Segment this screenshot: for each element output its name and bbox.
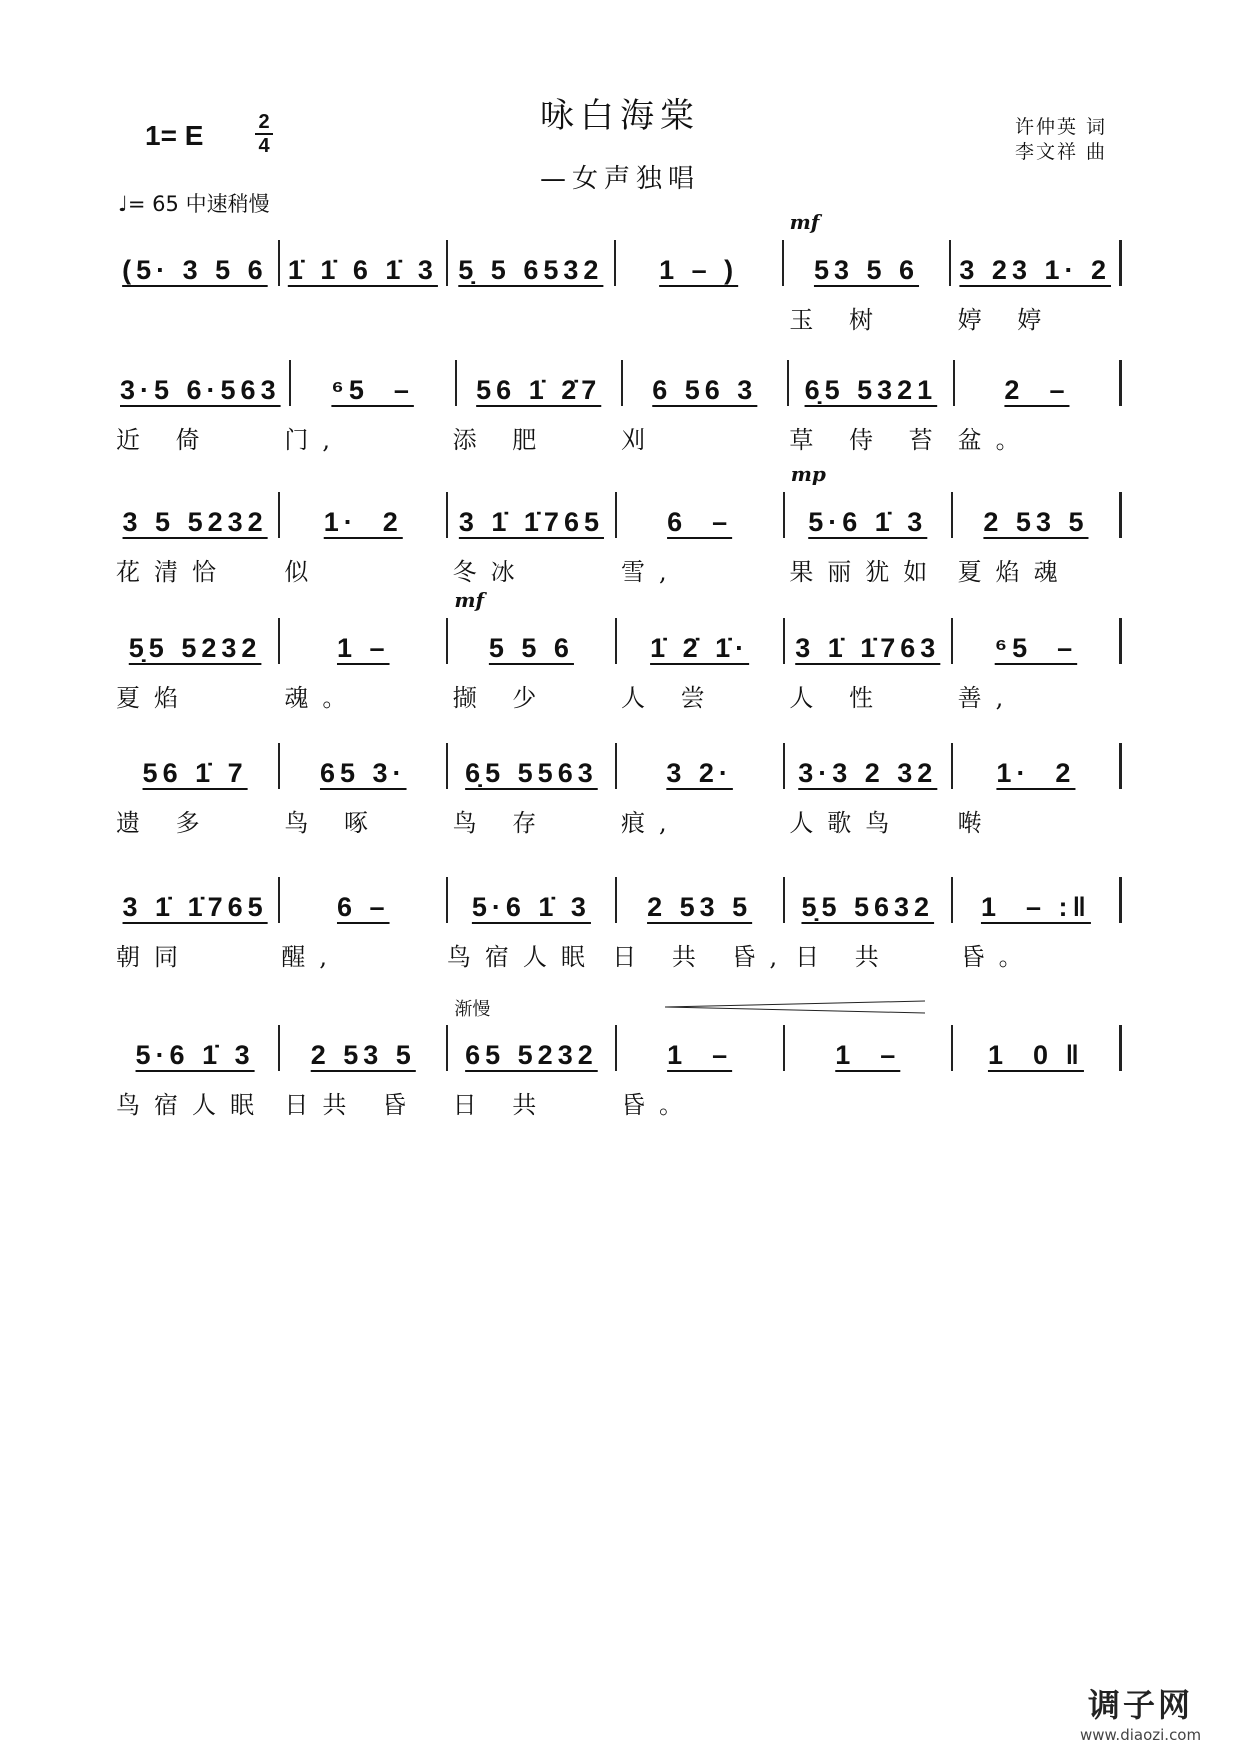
- decrescendo-hairpin: [665, 1000, 925, 1014]
- measure-notes: 65 3·: [319, 758, 407, 788]
- measure: [953, 743, 1122, 789]
- watermark-url: www.diaozi.com: [1080, 1726, 1202, 1744]
- time-top: 2: [258, 111, 270, 133]
- measure: [951, 240, 1122, 286]
- dynamic-marking: mf: [454, 588, 485, 612]
- measure-notes: 3 1̇ 1̇763: [795, 633, 941, 663]
- lyric-text: 婷 婷: [957, 306, 1056, 334]
- lyric-text: 醒,: [281, 943, 342, 971]
- lyrics-row: [112, 552, 1122, 587]
- measure-notes: 1̇ 2̇ 1̇·: [650, 633, 750, 663]
- lyricist-credit: 许仲英 词: [1015, 116, 1108, 138]
- lyric-text: [785, 1085, 953, 1120]
- lyrics-row: [112, 1085, 1122, 1120]
- measure-notes: 1 –: [667, 1040, 733, 1070]
- lyric-text: 善,: [957, 684, 1018, 712]
- measure: [112, 743, 280, 789]
- measure: [448, 877, 616, 923]
- measure: [617, 618, 785, 664]
- measure-notes: 2 –: [1004, 375, 1070, 405]
- measure: [291, 360, 457, 406]
- measure: [457, 360, 623, 406]
- measure: [785, 743, 953, 789]
- measure-row: [112, 588, 1122, 664]
- measure: [448, 743, 616, 789]
- score-line: [112, 210, 1122, 335]
- measure: [280, 492, 448, 538]
- measure-notes: 3 1̇ 1̇765: [458, 507, 604, 537]
- measure: [280, 1025, 448, 1071]
- measure: [112, 877, 280, 923]
- measure-notes: 5·6 1̇ 3: [471, 892, 591, 922]
- lyric-text: 花清恰: [116, 558, 230, 586]
- time-signature: [255, 112, 273, 156]
- lyric-text: 日 共: [795, 943, 893, 971]
- measure-notes: 6̣5 5321: [804, 375, 938, 405]
- lyric-text: 昏。: [960, 943, 1037, 971]
- measure-notes: 56 1̇ 7: [142, 758, 248, 788]
- measure-notes: 1 0 ‖: [987, 1040, 1084, 1070]
- lyric-text: 昏。: [620, 1091, 697, 1119]
- measure: [112, 618, 280, 664]
- tempo-marking: ♩= 65 中速稍慢: [118, 192, 270, 216]
- measure: [448, 492, 616, 538]
- measure-notes: 3 5 5232: [122, 507, 268, 537]
- measure-notes: 3 2·: [666, 758, 733, 788]
- measure: [112, 360, 291, 406]
- measure-notes: 5̣5 5632: [801, 892, 935, 922]
- measure: [623, 360, 789, 406]
- measure: [784, 210, 952, 286]
- measure-notes: (5· 3 5 6: [122, 255, 268, 285]
- lyric-text: 夏焰魂: [957, 558, 1072, 586]
- measure-row: [112, 360, 1122, 406]
- time-bottom: 4: [258, 135, 270, 157]
- key-signature: 1= E: [145, 120, 204, 151]
- lyric-text: 鸟宿人眠: [446, 943, 599, 971]
- measure: [280, 877, 448, 923]
- measure: [112, 240, 280, 286]
- measure: [789, 360, 955, 406]
- measure-notes: 3·5 6·563: [120, 375, 281, 405]
- lyric-text: 玉 树: [789, 306, 887, 334]
- lyric-text: [617, 300, 785, 335]
- dynamic-marking: mp: [790, 462, 826, 486]
- measure: [955, 360, 1122, 406]
- measure-notes: 3 23 1· 2: [959, 255, 1111, 285]
- dynamic-marking: 渐慢: [454, 999, 491, 1020]
- lyric-text: 魂。: [284, 684, 361, 712]
- measure-notes: 56 1̇ 2̇7: [476, 375, 602, 405]
- measure-notes: 3·3 2 32: [798, 758, 938, 788]
- measure: [616, 240, 784, 286]
- score-line: [112, 360, 1122, 455]
- lyric-text: 冬冰: [452, 558, 529, 586]
- measure: [448, 588, 616, 664]
- measure-row: [112, 462, 1122, 538]
- measure-notes: 5̣5 5232: [128, 633, 262, 663]
- measure: [785, 1025, 953, 1071]
- measure: [280, 240, 448, 286]
- lyric-text: 刈: [620, 426, 659, 454]
- lyric-text: 近 倚: [116, 426, 214, 454]
- lyric-text: 雪,: [620, 558, 681, 586]
- measure: [953, 877, 1122, 923]
- measure-notes: ⁶5 –: [994, 633, 1078, 663]
- lyric-text: 鸟宿人眠: [116, 1091, 268, 1119]
- measure: [953, 1025, 1122, 1071]
- measure-notes: 6 –: [336, 892, 390, 922]
- score-line: [112, 462, 1122, 587]
- lyric-text: 日共 昏: [284, 1091, 420, 1119]
- measure-notes: 2 53 5: [310, 1040, 416, 1070]
- measure-notes: 1 –: [336, 633, 390, 663]
- score-line: [112, 999, 1122, 1120]
- lyric-text: [280, 300, 448, 335]
- lyric-text: 添 肥: [452, 426, 551, 454]
- lyric-text: 遗 多: [116, 809, 214, 837]
- measure-notes: 1· 2: [323, 507, 403, 537]
- measure-notes: 6 56 3: [652, 375, 758, 405]
- lyric-text: 鸟 啄: [284, 809, 382, 837]
- measure-notes: 1 – :‖: [980, 892, 1091, 922]
- measure-row: [112, 999, 1122, 1071]
- score-line: [112, 877, 1122, 972]
- measure-notes: 5̣ 5 6532: [458, 255, 604, 285]
- lyric-text: 人 性: [789, 684, 887, 712]
- measure-notes: 1· 2: [996, 758, 1076, 788]
- measure-notes: 6 –: [667, 507, 733, 537]
- lyrics-row: [112, 420, 1122, 455]
- lyric-text: 门,: [284, 426, 344, 454]
- measure: [280, 618, 448, 664]
- measure: [280, 743, 448, 789]
- measure: [617, 1025, 785, 1071]
- lyric-text: 人歌鸟: [789, 809, 904, 837]
- lyric-text: 朝同: [116, 943, 192, 971]
- measure-notes: 1̇ 1̇ 6 1̇ 3: [287, 255, 438, 285]
- composer-credit: 李文祥 曲: [1015, 141, 1108, 163]
- lyric-text: 盆。: [957, 426, 1034, 454]
- measure-notes: 5 5 6: [488, 633, 574, 663]
- measure-notes: 53 5 6: [813, 255, 920, 285]
- lyric-text: [449, 300, 617, 335]
- lyric-text: 痕,: [620, 809, 681, 837]
- measure-notes: 1 –: [835, 1040, 901, 1070]
- measure: [785, 618, 953, 664]
- measure: [953, 492, 1122, 538]
- watermark-name: 调子网: [1088, 1686, 1194, 1724]
- measure-notes: 2 53 5: [647, 892, 753, 922]
- lyric-text: [954, 1085, 1122, 1120]
- lyric-text: 似: [284, 558, 323, 586]
- measure: [448, 999, 616, 1071]
- song-subtitle: —女声独唱: [539, 164, 700, 194]
- measure: [953, 618, 1122, 664]
- measure-notes: 1 – ): [659, 255, 739, 285]
- lyric-text: 草 侍 苔: [789, 426, 947, 454]
- measure-notes: 65 5232: [465, 1040, 598, 1070]
- measure-notes: 5·6 1̇ 3: [135, 1040, 255, 1070]
- score-line: [112, 743, 1122, 838]
- lyric-text: 夏焰: [116, 684, 192, 712]
- lyric-text: 啭: [957, 809, 996, 837]
- song-title: 咏白海棠: [540, 96, 700, 136]
- lyrics-row: [112, 803, 1122, 838]
- measure-notes: 2 53 5: [983, 507, 1089, 537]
- measure-row: [112, 743, 1122, 789]
- measure-row: [112, 210, 1122, 286]
- measure-notes: ⁶5 –: [331, 375, 414, 405]
- measure: [785, 462, 953, 538]
- measure-notes: 5·6 1̇ 3: [808, 507, 928, 537]
- lyric-text: [112, 300, 280, 335]
- lyric-text: 人 尝: [620, 684, 719, 712]
- measure: [448, 240, 616, 286]
- dynamic-marking: mf: [789, 210, 820, 234]
- measure-row: [112, 877, 1122, 923]
- measure-notes: 3 1̇ 1̇765: [122, 892, 268, 922]
- lyrics-row: [112, 300, 1122, 335]
- measure: [617, 743, 785, 789]
- measure: [112, 1025, 280, 1071]
- score-line: [112, 588, 1122, 713]
- lyric-text: 日 共 昏,: [612, 943, 792, 971]
- lyric-text: 撷 少: [452, 684, 551, 712]
- watermark-logo: [1080, 1680, 1201, 1744]
- lyrics-row: [112, 678, 1122, 713]
- lyrics-row: [112, 937, 1122, 972]
- lyric-text: 鸟 存: [452, 809, 551, 837]
- measure: [785, 877, 953, 923]
- lyric-text: 日 共: [452, 1091, 551, 1119]
- lyric-text: 果丽犹如: [789, 558, 942, 586]
- measure: [112, 492, 280, 538]
- measure: [617, 877, 785, 923]
- measure-notes: 6̣5 5563: [465, 758, 598, 788]
- measure: [617, 492, 785, 538]
